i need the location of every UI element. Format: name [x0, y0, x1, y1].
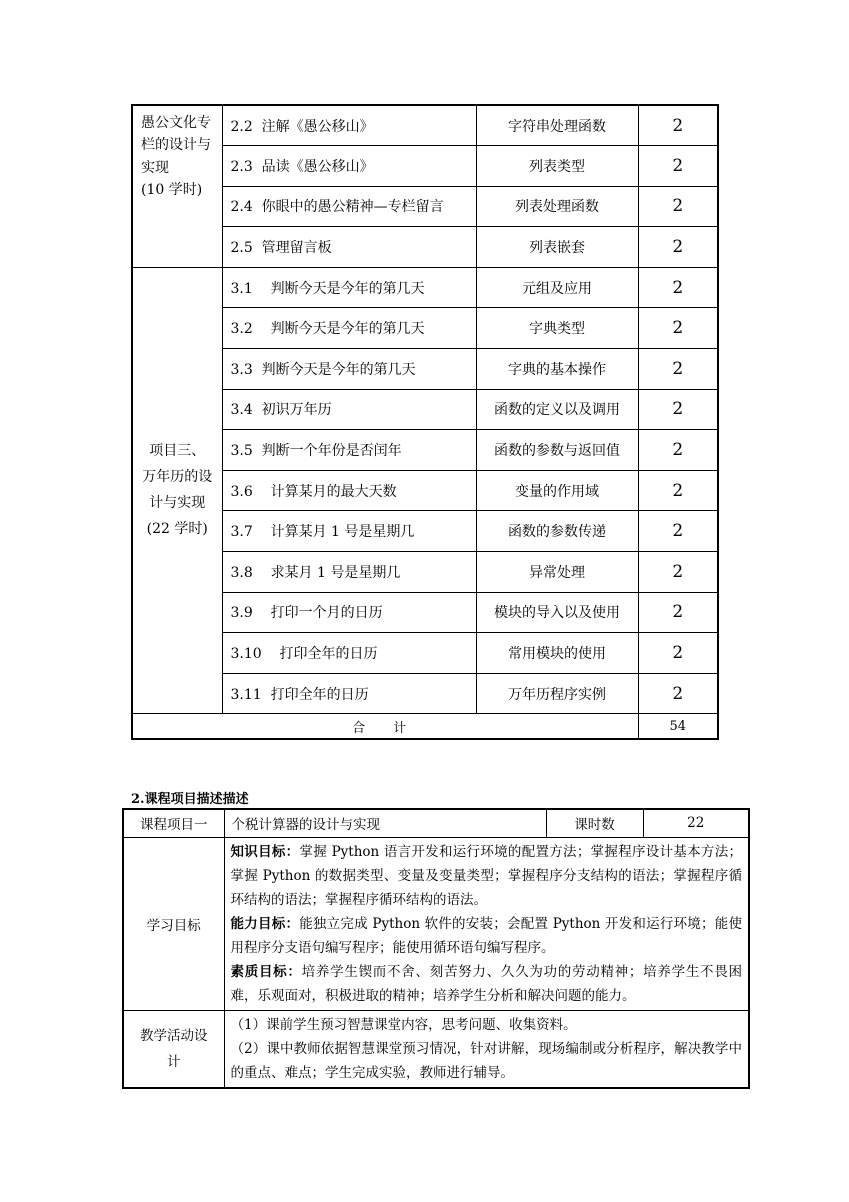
table-row	[123, 1010, 749, 1088]
lesson-hours: 2	[638, 470, 718, 511]
ability-goal-text: 能独立完成 Python 软件的安装；会配置 Python 开发和运行环境；能使用程序分支语句编写程序；能使用循环语句编写程序。	[230, 915, 743, 956]
lesson-name: 3.10 打印全年的日历	[222, 633, 476, 674]
lesson-name: 3.3 判断今天是今年的第几天	[222, 349, 476, 390]
lesson-hours: 2	[638, 105, 718, 146]
section-title: 2.课程项目描述描述	[131, 792, 249, 807]
knowledge-goal-text: 掌握 Python 语言开发和运行环境的配置方法；掌握程序设计基本方法；掌握 Python 的数据类型、变量及变量类型；掌握程序分支结构的语法；掌握程序循环结构的语法；掌握程序循环结构的语法。	[230, 843, 743, 908]
total-row	[132, 714, 718, 739]
project-item-name: 个税计算器的设计与实现	[224, 809, 546, 837]
knowledge-goal	[231, 840, 743, 912]
quality-goal-title: 素质目标：	[230, 963, 302, 980]
activity-label-line: 教学活动设	[140, 1027, 208, 1044]
lesson-hours: 2	[638, 430, 718, 471]
goals-label: 学习目标	[123, 837, 224, 1010]
quality-goal	[231, 960, 743, 1008]
lesson-name: 3.9 打印一个月的日历	[222, 592, 476, 633]
project-label-line: 栏的设计与	[141, 137, 211, 154]
lesson-topic: 列表嵌套	[476, 227, 638, 268]
lesson-name: 3.11 打印全年的日历	[222, 673, 476, 714]
activity-item: （2）课中教师依据智慧课堂预习情况，针对讲解，现场编制或分析程序，解决教学中的重点、难点；学生完成实验，教师进行辅导。	[230, 1040, 742, 1081]
quality-goal-text: 培养学生锲而不舍、刻苦努力、久久为功的劳动精神；培养学生不畏困难，乐观面对，积极进取的精神；培养学生分析和解决问题的能力。	[230, 963, 743, 1004]
lesson-hours: 2	[638, 511, 718, 552]
lesson-topic: 变量的作用域	[476, 470, 638, 511]
hours-value: 22	[643, 809, 749, 837]
lesson-topic: 函数的定义以及调用	[476, 389, 638, 430]
lesson-name: 3.2 判断今天是今年的第几天	[222, 308, 476, 349]
lesson-topic: 万年历程序实例	[476, 673, 638, 714]
lesson-name: 3.5 判断一个年份是否闰年	[222, 430, 476, 471]
hours-label: 课时数	[546, 809, 643, 837]
project-label-line: (10 学时)	[141, 182, 203, 199]
project-label-line: 愚公文化专	[141, 115, 211, 131]
knowledge-goal-title: 知识目标：	[230, 843, 300, 860]
lesson-name: 3.6 计算某月的最大天数	[222, 470, 476, 511]
lesson-topic: 函数的参数与返回值	[476, 430, 638, 471]
lesson-hours: 2	[638, 349, 718, 390]
lesson-hours: 2	[638, 633, 718, 674]
course-schedule-table	[131, 104, 719, 740]
lesson-hours: 2	[638, 308, 718, 349]
lesson-name: 2.2 注解《愚公移山》	[222, 105, 476, 146]
lesson-topic: 常用模块的使用	[476, 633, 638, 674]
lesson-hours: 2	[638, 146, 718, 187]
lesson-topic: 元组及应用	[476, 267, 638, 308]
activity-label	[123, 1010, 224, 1088]
table-row	[123, 809, 749, 837]
goals-content	[224, 837, 749, 1010]
lesson-name: 3.8 求某月 1 号是星期几	[222, 552, 476, 593]
lesson-hours: 2	[638, 592, 718, 633]
project-description-table	[122, 808, 750, 1089]
table-row	[132, 267, 718, 308]
lesson-name: 3.4 初识万年历	[222, 389, 476, 430]
lesson-topic: 字典类型	[476, 308, 638, 349]
lesson-topic: 字符串处理函数	[476, 105, 638, 146]
total-value: 54	[638, 714, 718, 739]
project-label-line: 项目三、	[149, 442, 206, 459]
lesson-hours: 2	[638, 186, 718, 227]
project-label-line: 实现	[141, 159, 169, 176]
lesson-name: 2.3 品读《愚公移山》	[222, 146, 476, 187]
lesson-hours: 2	[638, 227, 718, 268]
lesson-hours: 2	[638, 673, 718, 714]
lesson-name: 2.4 你眼中的愚公精神—专栏留言	[222, 186, 476, 227]
lesson-hours: 2	[638, 552, 718, 593]
lesson-topic: 模块的导入以及使用	[476, 592, 638, 633]
lesson-name: 2.5 管理留言板	[222, 227, 476, 268]
lesson-topic: 异常处理	[476, 552, 638, 593]
lesson-hours: 2	[638, 267, 718, 308]
total-label: 合 计	[132, 714, 638, 739]
ability-goal	[231, 912, 743, 960]
lesson-topic: 函数的参数传递	[476, 511, 638, 552]
activity-item: （1）课前学生预习智慧课堂内容，思考问题、收集资料。	[230, 1016, 577, 1033]
ability-goal-title: 能力目标：	[230, 915, 300, 932]
lesson-name: 3.7 计算某月 1 号是星期几	[222, 511, 476, 552]
project-label-line: (22 学时)	[146, 520, 208, 537]
lesson-hours: 2	[638, 389, 718, 430]
lesson-topic: 列表处理函数	[476, 186, 638, 227]
project-label	[132, 267, 222, 714]
project-label-line: 万年历的设	[142, 468, 213, 485]
project-label-line: 计与实现	[149, 494, 206, 511]
lesson-topic: 列表类型	[476, 146, 638, 187]
project-item-label: 课程项目一	[123, 809, 224, 837]
lesson-name: 3.1 判断今天是今年的第几天	[222, 267, 476, 308]
table-row	[132, 105, 718, 146]
lesson-topic: 字典的基本操作	[476, 349, 638, 390]
activity-content	[224, 1010, 749, 1088]
activity-label-line: 计	[167, 1053, 181, 1070]
table-row	[123, 837, 749, 1010]
project-label	[132, 105, 222, 267]
